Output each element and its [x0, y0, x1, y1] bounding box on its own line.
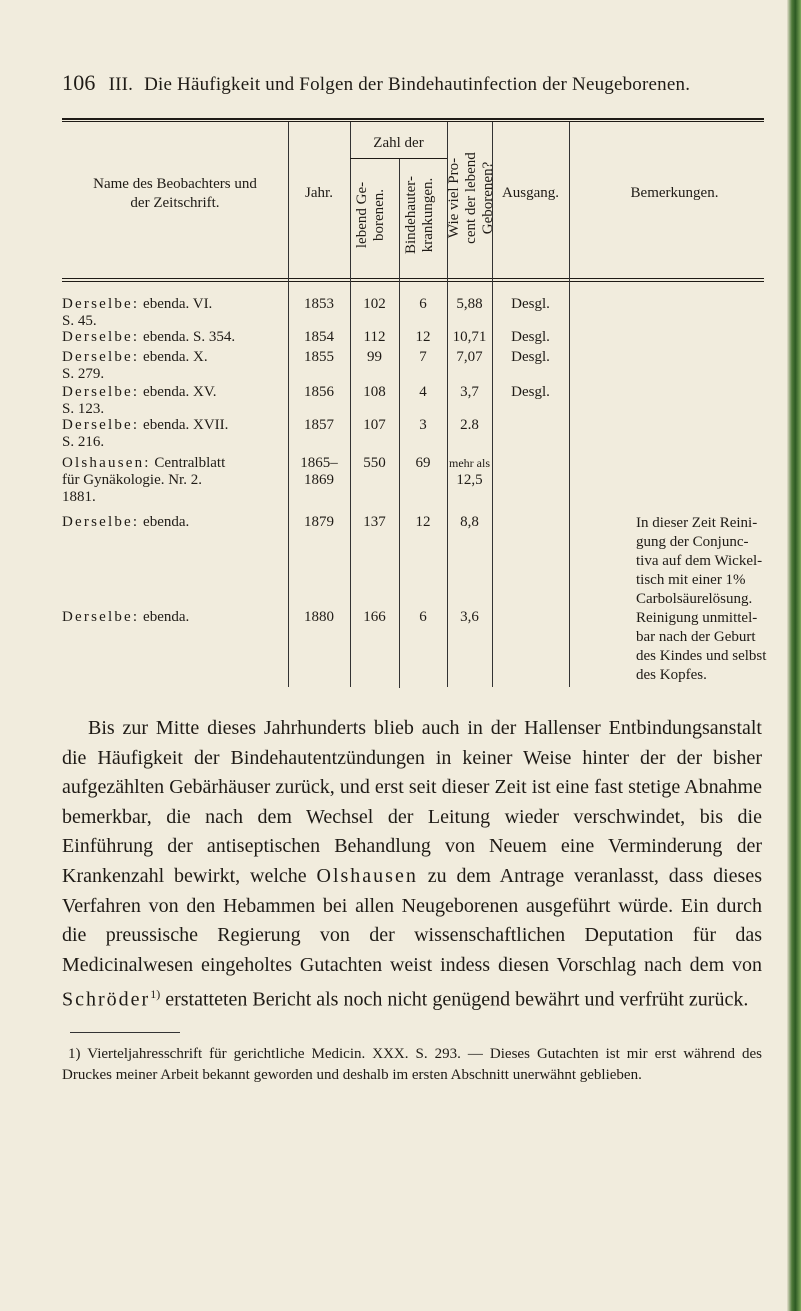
row-born: 137 — [363, 514, 386, 530]
footnote-marker: 1) — [150, 987, 161, 1002]
row-outcome: Desgl. — [511, 349, 550, 365]
row-cases: 7 — [419, 349, 427, 365]
page-edge — [787, 0, 801, 1311]
row-born: 102 — [363, 296, 386, 312]
header-remarks: Bemerkungen. — [630, 185, 719, 201]
row-cases: 4 — [419, 384, 427, 400]
row-cases: 12 — [415, 329, 431, 345]
row-source: Derselbe: ebenda. VI. S. 45. — [62, 296, 213, 329]
row-born: 99 — [367, 349, 382, 365]
row-born: 550 — [363, 455, 386, 471]
header-cases: Bindehauter- krankungen. — [403, 176, 436, 255]
header-count-group: Zahl der — [373, 135, 424, 151]
author-name-schroeder: Schröder — [62, 989, 151, 1011]
row-cases: 3 — [419, 417, 427, 433]
header-name: Name des Beobachters und der Zeitschrift. — [93, 176, 257, 211]
header-percent: Wie viel Pro- cent der lebend Geborenen? — [446, 152, 496, 244]
row-outcome: Desgl. — [511, 329, 550, 345]
chapter-number: III. — [108, 74, 134, 95]
row-source: Derselbe: ebenda. — [62, 609, 190, 625]
row-source: Derselbe: ebenda. — [62, 514, 190, 530]
row-year: 1856 — [304, 384, 334, 400]
row-born: 108 — [363, 384, 386, 400]
row-year: 1855 — [304, 349, 334, 365]
chapter-title: Die Häufigkeit und Folgen der Bindehautinfection der Neugeborenen. — [144, 74, 691, 95]
row-source: Derselbe: ebenda. S. 354. — [62, 329, 236, 345]
row-percent: 2.8 — [460, 417, 479, 433]
header-outcome: Ausgang. — [501, 185, 560, 201]
row-cases: 69 — [415, 455, 431, 471]
row-percent: mehr als 12,5 — [449, 456, 490, 488]
row-year: 1853 — [304, 296, 334, 312]
row-year: 1865– 1869 — [300, 455, 338, 488]
footnote-divider — [70, 1032, 180, 1033]
row-born: 112 — [363, 329, 386, 345]
row-percent: 7,07 — [456, 349, 483, 365]
row-year: 1879 — [304, 514, 334, 530]
header-born: lebend Ge- borenen. — [354, 181, 387, 249]
row-outcome: Desgl. — [511, 384, 550, 400]
page-number: 106 — [62, 70, 96, 95]
row-percent: 8,8 — [460, 514, 479, 530]
row-year: 1854 — [304, 329, 334, 345]
row-percent: 3,6 — [460, 609, 479, 625]
row-year: 1880 — [304, 609, 334, 625]
footnote: 1) Vierteljahresschrift für gerichtliche Medicin. XXX. S. 293. — Dieses Gutachten ist mir erst während des Druckes meiner Arbeit bekannt geworden und deshalb im ersten Abschnitt unerwähnt geblieben. — [62, 1046, 762, 1083]
remark-1879: In dieser Zeit Reini- gung der Conjunc- tiva auf dem Wickel- tisch mit einer 1% Carbolsäurelösung. — [636, 515, 763, 607]
header-year: Jahr. — [305, 185, 333, 201]
row-born: 107 — [363, 417, 386, 433]
row-percent: 5,88 — [456, 296, 483, 312]
row-percent: 3,7 — [460, 384, 479, 400]
row-source: Derselbe: ebenda. XVII. S. 216. — [62, 417, 229, 450]
row-year: 1857 — [304, 417, 334, 433]
row-cases: 12 — [415, 514, 431, 530]
row-cases: 6 — [419, 609, 427, 625]
row-source: Derselbe: ebenda. XV. S. 123. — [62, 384, 217, 417]
row-source: Olshausen: Centralblatt für Gynäkologie. Nr. 2. 1881. — [62, 455, 226, 505]
row-percent: 10,71 — [452, 329, 487, 345]
author-name-olshausen: Olshausen — [316, 864, 418, 887]
row-outcome: Desgl. — [511, 296, 550, 312]
running-header — [62, 70, 762, 96]
statistics-table — [62, 118, 780, 693]
row-born: 166 — [363, 609, 386, 625]
row-cases: 6 — [419, 296, 427, 312]
body-paragraph: Bis zur Mitte dieses Jahrhunderts blieb auch in der Hallenser Entbindungsanstalt die Häufigkeit der Bindehautentzündungen in keiner Weise hinter der der bisher aufgezählten Gebärhäuser zurück, und erst seit dieser Zeit ist eine fast stetige Abnahme bemerkbar, die nach dem Wechsel der Leitung wieder verschwindet, bis die Einführung der antiseptischen Behandlung von Neuem eine Verminderung der Krankenzahl bewirkt, welche Olshausen zu dem Antrage veranlasst, dass dieses Verfahren von den Hebammen bei allen Neugeborenen ausgeführt würde. Ein durch die preussische Regierung von der wissenschaftlichen Deputation für das Medicinalwesen eingeholtes Gutachten weist indess diesen Vorschlag nach dem von Schröder$^{1)}$ erstatteten Bericht als noch nicht genügend bewährt und verfrüht zurück. — [62, 717, 762, 1011]
remark-1880: Reinigung unmittel- bar nach der Geburt des Kindes und selbst des Kopfes. — [636, 610, 767, 683]
row-source: Derselbe: ebenda. X. S. 279. — [62, 349, 208, 382]
